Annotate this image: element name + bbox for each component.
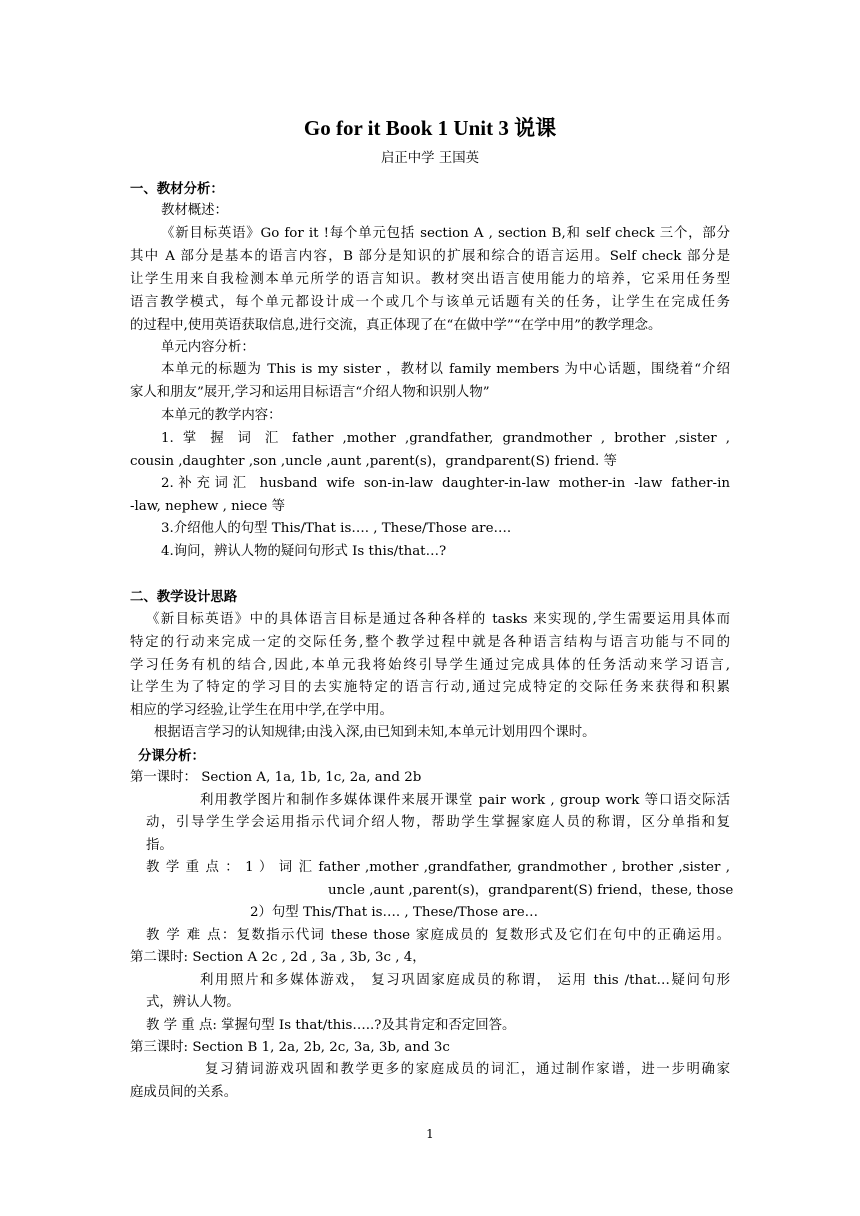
paragraph-line: 其中 A 部分是基本的语言内容，B 部分是知识的扩展和综合的语言运用。Self check 部分是	[130, 249, 730, 264]
paragraph-line: 特定的行动来完成一定的交际任务,整个教学过程中就是各种语言结构与语言功能与不同的	[130, 635, 730, 650]
lesson-heading: 第三课时: Section B 1, 2a, 2b, 2c, 3a, 3b, and 3c	[130, 1040, 450, 1055]
paragraph-line: uncle ,aunt ,parent(s)，grandparent(S) friend，these, those	[328, 883, 734, 898]
paragraph-line: 利用教学图片和制作多媒体课件来展开课堂 pair work , group work 等口语交际活	[200, 793, 730, 808]
page-number: 1	[426, 1127, 434, 1141]
subheading: 本单元的教学内容：	[161, 408, 282, 423]
paragraph-line: 2）句型 This/That is…. , These/Those are…	[250, 905, 539, 920]
paragraph-line: 式，辨认人物。	[146, 995, 240, 1010]
paragraph-line: 指。	[146, 838, 173, 853]
paragraph-line: cousin ,daughter ,son ,uncle ,aunt ,parent(s)，grandparent(S) friend. 等	[130, 454, 617, 469]
section-heading: 二、教学设计思路	[130, 589, 238, 605]
subheading: 单元内容分析：	[161, 340, 255, 355]
paragraph-line: 《新目标英语》中的具体语言目标是通过各种各样的 tasks 来实现的,学生需要运用具体而	[146, 612, 730, 627]
paragraph-line: -law, nephew , niece 等	[130, 499, 285, 514]
paragraph-line: 4.询问，辨认人物的疑问句形式 Is this/that…?	[161, 544, 447, 559]
paragraph-line: 《新目标英语》Go for it !每个单元包括 section A , section B,和 self check 三个，部分	[161, 226, 730, 241]
paragraph-line: 教 学 重 点 ： 1 ） 词 汇 father ,mother ,grandfather, grandmother , brother ,sister ,	[146, 860, 730, 875]
paragraph-line: 的过程中,使用英语获取信息,进行交流，真正体现了在“在做中学”“在学中用”的教学理念。	[130, 318, 662, 333]
paragraph-line: 让学生用来自我检测本单元所学的语言知识。教材突出语言使用能力的培养，它采用任务型	[130, 272, 730, 287]
lesson-heading: 第二课时: Section A 2c , 2d , 3a , 3b, 3c , 4，	[130, 950, 426, 965]
subheading: 教材概述：	[161, 203, 228, 218]
paragraph-line: 学习任务有机的结合,因此,本单元我将始终引导学生通过完成具体的任务活动来学习语言,	[130, 658, 730, 673]
paragraph-line: 家人和朋友”展开,学习和运用目标语言“介绍人物和识别人物”	[130, 385, 490, 400]
paragraph-line: 相应的学习经验,让学生在用中学,在学中用。	[130, 703, 393, 718]
paragraph-line: 利用照片和多媒体游戏， 复习巩固家庭成员的称谓， 运用 this /that…疑问句形	[200, 973, 730, 988]
section-heading: 一、教材分析：	[130, 181, 224, 197]
paragraph-line: 2.补充词汇 husband wife son-in-law daughter-in-law mother-in -law father-in	[161, 476, 730, 491]
paragraph-line: 教 学 难 点：复数指示代词 these those 家庭成员的 复数形式及它们在句中的正确运用。	[146, 928, 730, 943]
paragraph-line: 教 学 重 点: 掌握句型 Is that/this…..?及其肯定和否定回答。	[146, 1018, 516, 1033]
paragraph-line: 本单元的标题为 This is my sister ，教材以 family members 为中心话题，围绕着“介绍	[161, 362, 730, 377]
paragraph-line: 庭成员间的关系。	[130, 1085, 238, 1100]
document-title: Go for it Book 1 Unit 3 说课	[303, 116, 557, 140]
paragraph-line: 让学生为了特定的学习目的去实施特定的语言行动,通过完成特定的交际任务来获得和积累	[130, 680, 730, 695]
paragraph-line: 语言教学模式，每个单元都设计成一个或几个与该单元话题有关的任务，让学生在完成任务	[130, 295, 730, 310]
lesson-heading: 第一课时： Section A, 1a, 1b, 1c, 2a, and 2b	[130, 770, 422, 785]
paragraph-line: 复习猜词游戏巩固和教学更多的家庭成员的词汇，通过制作家谱，进一步明确家	[205, 1062, 730, 1077]
paragraph-line: 动，引导学生学会运用指示代词介绍人物，帮助学生掌握家庭人员的称谓，区分单指和复	[146, 815, 730, 830]
author-line: 启正中学 王国英	[381, 151, 479, 166]
paragraph-line: 1. 掌 握 词 汇 father ,mother ,grandfather, grandmother , brother ,sister ,	[161, 431, 730, 446]
paragraph-line: 根据语言学习的认知规律;由浅入深,由已知到未知,本单元计划用四个课时。	[154, 725, 596, 740]
paragraph-line: 3.介绍他人的句型 This/That is…. , These/Those are….	[161, 521, 512, 536]
subheading: 分课分析：	[138, 748, 205, 764]
